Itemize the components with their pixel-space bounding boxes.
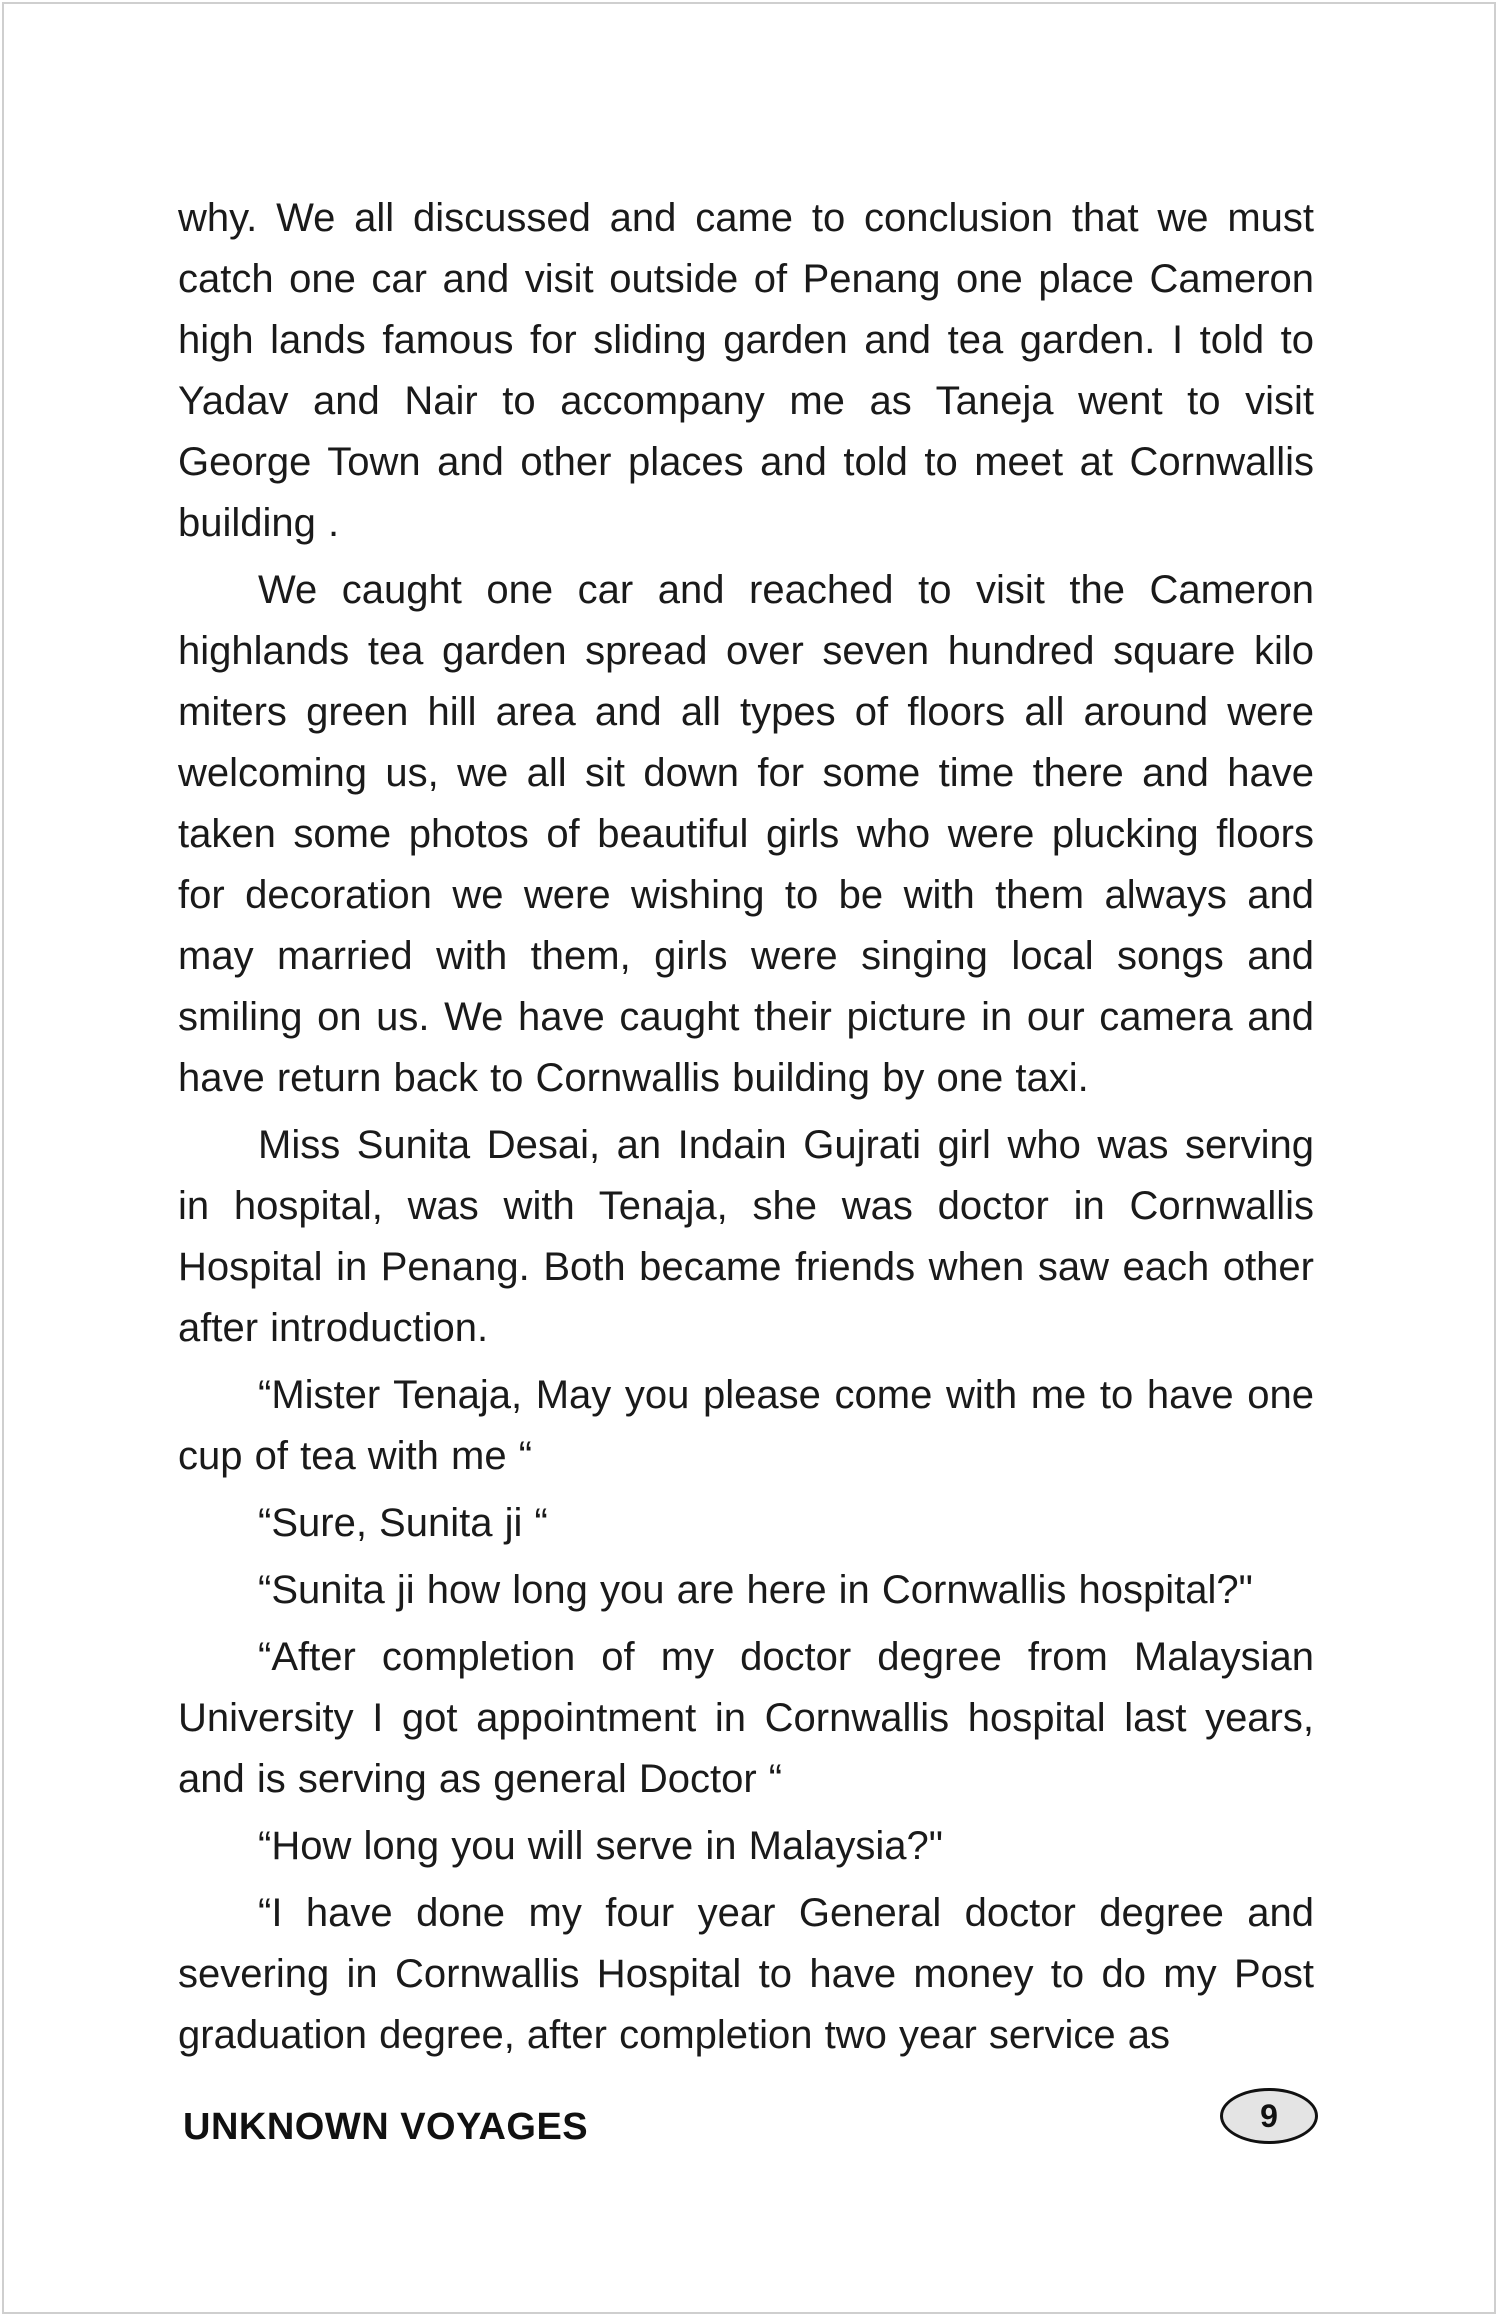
page-number: 9 (1220, 2088, 1318, 2144)
paragraph-4: “Mister Tenaja, May you please come with me to have one cup of tea with me “ (178, 1373, 1314, 1478)
paragraph-7: “After completion of my doctor degree from Malaysian University I got appointment in Cornwallis hospital last years, and is serving as general Doctor “ (178, 1635, 1314, 1801)
body-text (178, 188, 1314, 2072)
paragraph-2: We caught one car and reached to visit the Cameron highlands tea garden spread over seven hundred square kilo miters green hill area and all types of floors all around were welcoming us, we all sit down for some time there and have taken some photos of beautiful girls who were plucking floors for decoration we were wishing to be with them always and may married with them, girls were singing local songs and smiling on us. We have caught their picture in our camera and have return back to Cornwallis building by one taxi. (178, 568, 1314, 1100)
paragraph-6: “Sunita ji how long you are here in Cornwallis hospital?" (258, 1568, 1253, 1612)
footer-book-title: UNKNOWN VOYAGES (183, 2106, 589, 2148)
paragraph-3: Miss Sunita Desai, an Indain Gujrati girl who was serving in hospital, was with Tenaja, she was doctor in Cornwallis Hospital in Penang. Both became friends when saw each other after introduction. (178, 1123, 1314, 1350)
paragraph-9: “I have done my four year General doctor degree and severing in Cornwallis Hospital to have money to do my Post graduation degree, after completion two year service as (178, 1891, 1314, 2057)
paragraph-8: “How long you will serve in Malaysia?" (258, 1824, 943, 1868)
paragraph-1: why. We all discussed and came to conclusion that we must catch one car and visit outside of Penang one place Cameron high lands famous for sliding garden and tea garden. I told to Yadav and Nair to accompany me as Taneja went to visit George Town and other places and told to meet at Cornwallis building . (178, 196, 1314, 545)
paragraph-5: “Sure, Sunita ji “ (258, 1501, 548, 1545)
